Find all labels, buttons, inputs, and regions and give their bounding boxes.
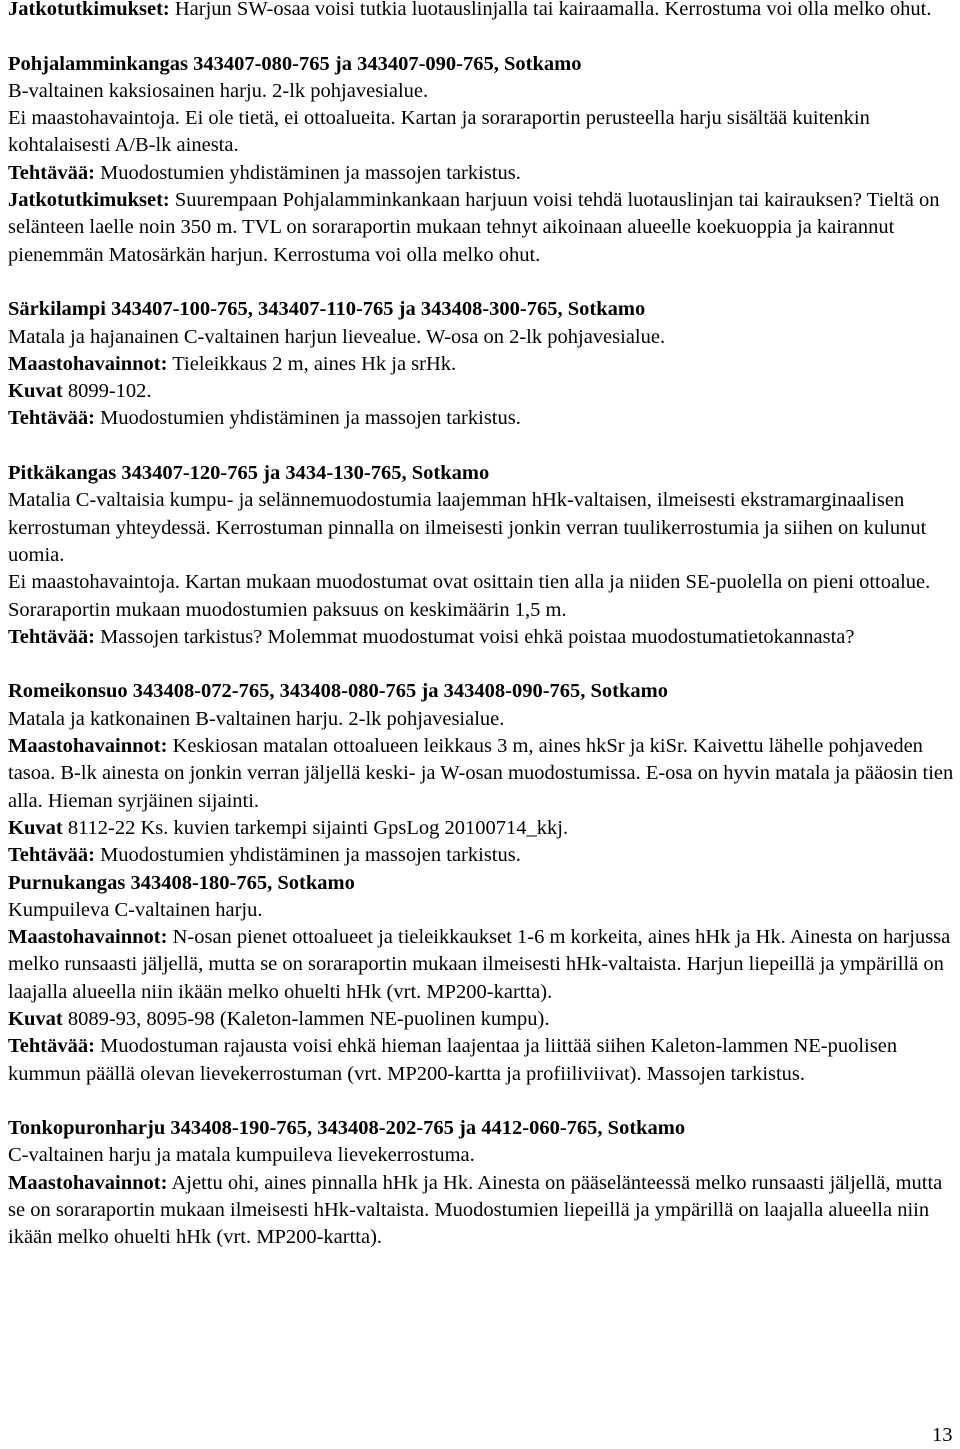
- field-label: Tehtävää:: [8, 844, 95, 867]
- paragraph: [8, 0, 956, 23]
- paragraph: [8, 624, 956, 651]
- section: [8, 51, 956, 269]
- paragraph-text: C-valtainen harju ja matala kumpuileva lievekerrostuma.: [8, 1144, 475, 1167]
- section: [8, 0, 956, 23]
- paragraph: [8, 160, 956, 187]
- section-title: Romeikonsuo 343408-072-765, 343408-080-765 ja 343408-090-765, Sotkamo: [8, 680, 668, 703]
- field-label: Kuvat: [8, 816, 63, 839]
- paragraph: [8, 815, 956, 842]
- field-label: Maastohavainnot:: [8, 926, 168, 949]
- field-label: Kuvat: [8, 1007, 63, 1030]
- paragraph: [8, 842, 956, 869]
- paragraph-text: Muodostumien yhdistäminen ja massojen tarkistus.: [94, 844, 521, 867]
- paragraph: [8, 78, 956, 105]
- section-title: Särkilampi 343407-100-765, 343407-110-765 ja 343408-300-765, Sotkamo: [8, 298, 646, 321]
- paragraph: [8, 405, 956, 432]
- paragraph: [8, 1170, 956, 1252]
- field-label: Tehtävää:: [8, 407, 95, 430]
- section-title: Pitkäkangas 343407-120-765 ja 3434-130-765, Sotkamo: [8, 462, 490, 485]
- paragraph-text: B-valtainen kaksiosainen harju. 2-lk pohjavesialue.: [8, 79, 429, 102]
- field-label: Maastohavainnot:: [8, 1171, 168, 1194]
- paragraph-text: Matala ja hajanainen C-valtainen harjun lievealue. W-osa on 2-lk pohjavesialue.: [8, 325, 666, 348]
- paragraph: [8, 187, 956, 269]
- field-label: Kuvat: [8, 380, 63, 403]
- section: [8, 460, 956, 651]
- paragraph-text: Muodostuman rajausta voisi ehkä hieman laajentaa ja liittää siihen Kaleton-lammen NE-puolisen kummun päällä olevan lievekerrostuman (vrt. MP200-kartta ja profiiliviivat). Massojen tarkistus.: [8, 1035, 898, 1085]
- field-label: Maastohavainnot:: [8, 352, 168, 375]
- paragraph-text: Ei maastohavaintoja. Ei ole tietä, ei ottoalueita. Kartan ja soraraportin perusteella harju sisältää kuitenkin kohtalaisesti A/B-lk ainesta.: [8, 107, 870, 157]
- field-label: Jatkotutkimukset:: [8, 189, 170, 212]
- paragraph: [8, 924, 956, 1006]
- paragraph: [8, 569, 956, 624]
- paragraph: [8, 1006, 956, 1033]
- paragraph-text: 8089-93, 8095-98 (Kaleton-lammen NE-puolinen kumpu).: [62, 1007, 550, 1030]
- paragraph-text: Keskiosan matalan ottoalueen leikkaus 3 m, aines hkSr ja kiSr. Kaivettu lähelle pohjaveden tasoa. B-lk ainesta on jonkin verran jäljellä keski- ja W-osan muodostumissa. E-osa on hyvin matala ja pääosin tien alla. Hieman syrjäinen sijainti.: [8, 735, 954, 812]
- paragraph-text: Suurempaan Pohjalamminkankaan harjuun voisi tehdä luotauslinjan tai kairauksen? Tieltä on selänteen laelle noin 350 m. TVL on soraraportin mukaan tehnyt aikoinaan alueelle koekuoppia ja kairannut pienemmän Matosärkän harjun. Kerrostuma voi olla melko ohut.: [8, 189, 940, 266]
- paragraph: [8, 351, 956, 378]
- paragraph-text: Tieleikkaus 2 m, aines Hk ja srHk.: [167, 352, 457, 375]
- paragraph-text: Matalia C-valtaisia kumpu- ja selännemuodostumia laajemman hHk-valtaisen, ilmeisesti ekstramarginaalisen kerrostuman yhteydessä. Kerrostuman pinnalla on ilmeisesti jonkin verran tuulikerrostumia ja siihen on kulunut uomia.: [8, 489, 927, 566]
- paragraph-text: Massojen tarkistus? Molemmat muodostumat voisi ehkä poistaa muodostumatietokannasta?: [94, 625, 855, 648]
- paragraph-text: Kumpuileva C-valtainen harju.: [8, 898, 263, 921]
- paragraph: [8, 324, 956, 351]
- paragraph-text: Matala ja katkonainen B-valtainen harju. 2-lk pohjavesialue.: [8, 707, 505, 730]
- paragraph: [8, 105, 956, 160]
- paragraph-text: Ei maastohavaintoja. Kartan mukaan muodostumat ovat osittain tien alla ja niiden SE-puolella on pieni ottoalue. Soraraportin mukaan muodostumien paksuus on keskimäärin 1,5 m.: [8, 571, 931, 621]
- field-label: Jatkotutkimukset:: [8, 0, 170, 20]
- paragraph-text: 8112-22 Ks. kuvien tarkempi sijainti GpsLog 20100714_kkj.: [62, 816, 569, 839]
- section-title: Tonkopuronharju 343408-190-765, 343408-202-765 ja 4412-060-765, Sotkamo: [8, 1117, 686, 1140]
- paragraph-text: 8099-102.: [62, 380, 152, 403]
- field-label: Tehtävää:: [8, 625, 95, 648]
- document-body: [8, 0, 956, 1279]
- field-label: Tehtävää:: [8, 1035, 95, 1058]
- paragraph: [8, 897, 956, 924]
- paragraph: [8, 487, 956, 569]
- paragraph-text: Muodostumien yhdistäminen ja massojen tarkistus.: [94, 161, 521, 184]
- paragraph: [8, 733, 956, 815]
- section: [8, 870, 956, 1088]
- paragraph-text: Harjun SW-osaa voisi tutkia luotauslinjalla tai kairaamalla. Kerrostuma voi olla melko ohut.: [169, 0, 932, 20]
- section: [8, 296, 956, 432]
- section-title: Purnukangas 343408-180-765, Sotkamo: [8, 871, 355, 894]
- paragraph: [8, 706, 956, 733]
- paragraph: [8, 378, 956, 405]
- paragraph-text: N-osan pienet ottoalueet ja tieleikkaukset 1-6 m korkeita, aines hHk ja Hk. Ainesta on harjussa melko runsaasti jäljellä, mutta se on soraraportin mukaan ilmeisesti hHk-valtaista. Harjun liepeillä ja ympärillä on laajalla alueella niin ikään melko ohuelti hHk (vrt. MP200-kartta).: [8, 926, 951, 1003]
- paragraph: [8, 1033, 956, 1088]
- paragraph-text: Ajettu ohi, aines pinnalla hHk ja Hk. Ainesta on pääselänteessä melko runsaasti jäljellä, mutta se on soraraportin mukaan ilmeisesti hHk-valtaista. Muodostumien liepeillä ja ympärillä on laajalla alueella niin ikään melko ohuelti hHk (vrt. MP200-kartta).: [8, 1171, 943, 1249]
- section: [8, 678, 956, 869]
- field-label: Tehtävää:: [8, 161, 95, 184]
- field-label: Maastohavainnot:: [8, 735, 168, 758]
- paragraph-text: Muodostumien yhdistäminen ja massojen tarkistus.: [94, 407, 521, 430]
- page-number: 13: [932, 1424, 953, 1446]
- section-title: Pohjalamminkangas 343407-080-765 ja 343407-090-765, Sotkamo: [8, 52, 582, 75]
- paragraph: [8, 1142, 956, 1169]
- section: [8, 1115, 956, 1251]
